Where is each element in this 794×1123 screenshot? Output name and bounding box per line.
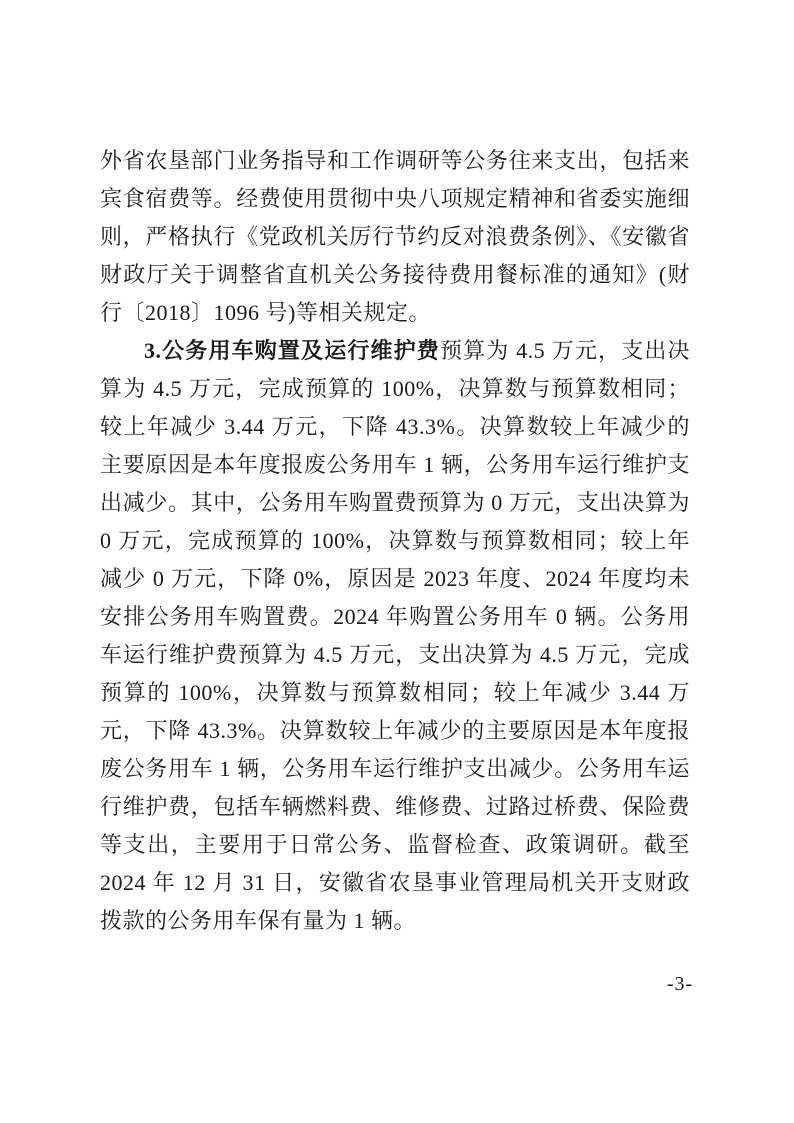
paragraph-regulations <box>100 142 690 332</box>
paragraph-vehicle-expenses <box>100 332 690 940</box>
page-number: -3- <box>666 973 694 995</box>
paragraph-text: 外省农垦部门业务指导和工作调研等公务往来支出，包括来宾食宿费等。经费使用贯彻中央八项规定精神和省委实施细则，严格执行《党政机关厉行节约反对浪费条例》、《安徽省财政厅关于调整省直机关公务接待费用餐标准的通知》(财行〔2018〕1096 号)等相关规定。 <box>100 148 690 325</box>
paragraph-text: 预算为 4.5 万元，支出决算为 4.5 万元，完成预算的 100%，决算数与预算数相同；较上年减少 3.44 万元，下降 43.3%。决算数较上年减少的主要原因是本年度报废公务用车 1 辆，公务用车运行维护支出减少。其中，公务用车购置费预算为 0 万元，支出决算为 0 万元，完成预算的 100%，决算数与预算数相同；较上年减少 0 万元，下降 0%，原因是 2023 年度、2024 年度均未安排公务用车购置费。2024 年购置公务用车 0 辆。公务用车运行维护费预算为 4.5 万元，支出决算为 4.5 万元，完成预算的 100%，决算数与预算数相同；较上年减少 3.44 万元，下降 43.3%。决算数较上年减少的主要原因是本年度报废公务用车 1 辆，公务用车运行维护支出减少。公务用车运行维护费，包括车辆燃料费、维修费、过路过桥费、保险费等支出，主要用于日常公务、监督检查、政策调研。截至 2024 年 12 月 31 日，安徽省农垦事业管理局机关开支财政拨款的公务用车保有量为 1 辆。 <box>100 338 690 933</box>
body-text-block <box>100 142 690 940</box>
paragraph-bold-lead: 3.公务用车购置及运行维护费 <box>144 338 440 363</box>
